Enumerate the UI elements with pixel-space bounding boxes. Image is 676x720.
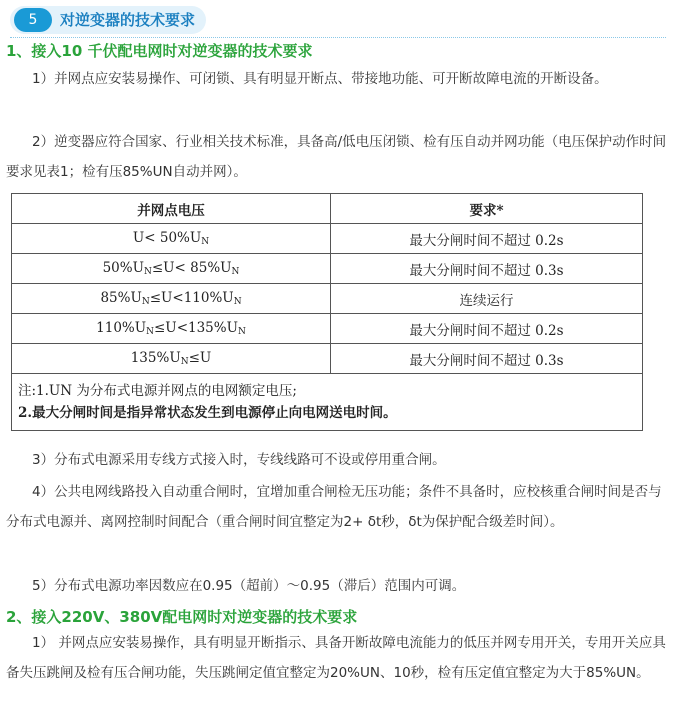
section-header [10, 6, 666, 34]
header-requirement: 要求* [331, 194, 643, 224]
paragraph-4: 4）公共电网线路投入自动重合闸时，宜增加重合闸检无压功能；条件不具备时，应校核重合闸时间是否与分布式电源并、离网控制时间配合（重合闸时间宜整定为2+ δt秒，δt为保护配合级差时间）。 [6, 484, 662, 530]
paragraph-5: 5）分布式电源功率因数应在0.95（超前）～0.95（滞后）范围内可调。 [32, 578, 466, 594]
note-line-2: 2.最大分闸时间是指异常状态发生到电源停止向电网送电时间。 [18, 405, 397, 421]
table-note-row [12, 374, 643, 431]
section-number-badge: 5 [14, 8, 52, 32]
voltage-requirement-table [11, 193, 643, 431]
table-note [12, 374, 643, 431]
voltage-cell: $85\%U_N\le U<110\%U_N$ [12, 284, 331, 314]
heading-10kv: 1、接入10 千伏配电网时对逆变器的技术要求 [6, 42, 313, 60]
header-voltage: 并网点电压 [12, 194, 331, 224]
paragraph-3: 3）分布式电源采用专线方式接入时，专线线路可不设或停用重合闸。 [32, 452, 446, 468]
voltage-cell: $U< 50\%U_N$ [12, 224, 331, 254]
voltage-cell: $110\%U_N\le U<135\%U_N$ [12, 314, 331, 344]
paragraph-6: 1） 并网点应安装易操作，具有明显开断指示、具备开断故障电流能力的低压并网专用开关，专用开关应具备失压跳闸及检有压合闸功能，失压跳闸定值宜整定为20%UN、10秒，检有压定值宜整定为大于85%UN。 [6, 635, 666, 681]
requirement-cell: 最大分闸时间不超过 0.2s [331, 224, 643, 254]
table-row [12, 224, 643, 254]
voltage-cell: $135\%U_N\le U$ [12, 344, 331, 374]
table-row [12, 314, 643, 344]
table-row [12, 344, 643, 374]
section-divider [10, 37, 666, 38]
table-row [12, 284, 643, 314]
requirement-cell: 最大分闸时间不超过 0.3s [331, 344, 643, 374]
table-header-row [12, 194, 643, 224]
requirement-cell: 连续运行 [331, 284, 643, 314]
requirement-cell: 最大分闸时间不超过 0.3s [331, 254, 643, 284]
section-title: 对逆变器的技术要求 [60, 11, 196, 29]
heading-380v: 2、接入220V、380V配电网时对逆变器的技术要求 [6, 608, 358, 626]
requirement-cell: 最大分闸时间不超过 0.2s [331, 314, 643, 344]
paragraph-2: 2）逆变器应符合国家、行业相关技术标准，具备高/低电压闭锁、检有压自动并网功能（电压保护动作时间要求见表1；检有压85%UN自动并网）。 [6, 134, 667, 180]
table-row [12, 254, 643, 284]
paragraph-1: 1）并网点应安装易操作、可闭锁、具有明显开断点、带接地功能、可开断故障电流的开断设备。 [32, 71, 608, 87]
note-line-1: 注:1.UN 为分布式电源并网点的电网额定电压; [18, 383, 297, 399]
voltage-cell: $50\%U_N\le U< 85\%U_N$ [12, 254, 331, 284]
